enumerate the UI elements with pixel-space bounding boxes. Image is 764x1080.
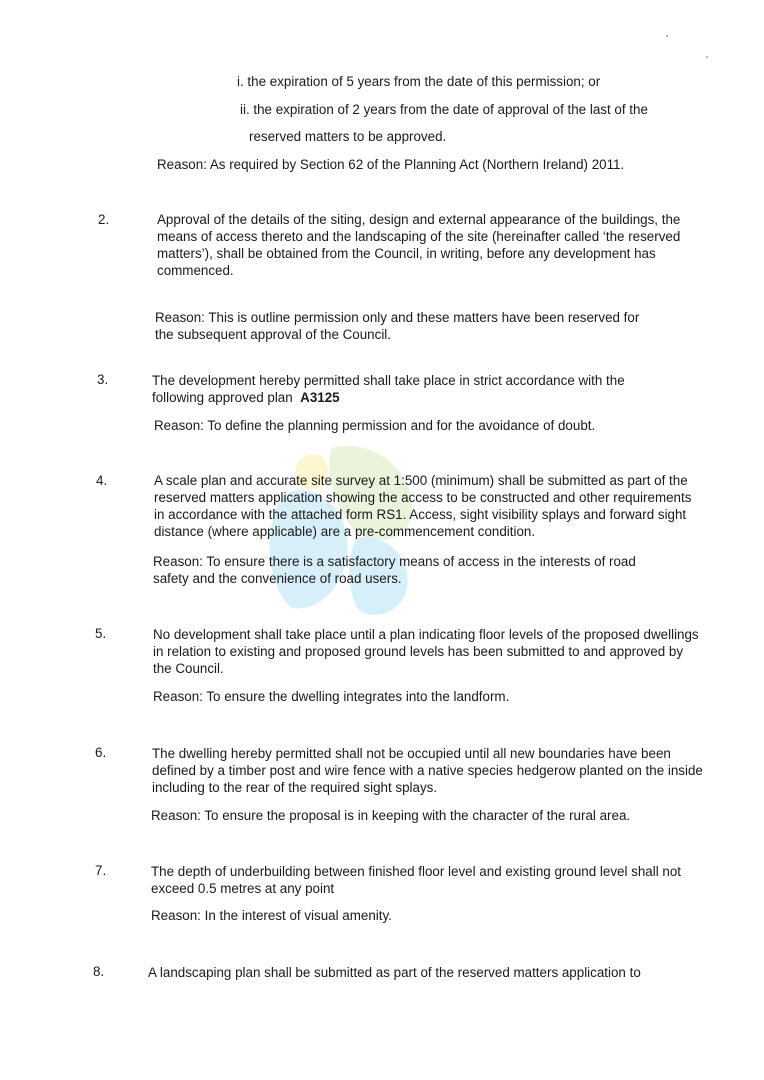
condition-7-number: 7. [95, 863, 107, 878]
condition-3-number: 3. [97, 372, 109, 387]
condition-3-body: The development hereby permitted shall take place in strict accordance with the following approved plan [152, 373, 625, 405]
condition-6-reason: Reason: To ensure the proposal is in keeping with the character of the rural area. [151, 808, 631, 823]
condition-7-text: The depth of underbuilding between finished floor level and existing ground level shall not exceed 0.5 metres at any point [151, 864, 682, 896]
scan-speck [706, 56, 708, 58]
condition-5-number: 5. [95, 626, 107, 641]
condition-8-text: A landscaping plan shall be submitted as part of the reserved matters application to [148, 965, 641, 980]
condition-4-reason: Reason: To ensure there is a satisfactory means of access in the interests of road safety and the convenience of road users. [153, 554, 636, 586]
condition-8-number: 8. [93, 964, 105, 979]
condition-1-item-i: i. the expiration of 5 years from the date of this permission; or [237, 74, 601, 89]
condition-4-number: 4. [96, 473, 108, 488]
condition-7-reason: Reason: In the interest of visual amenity. [151, 908, 392, 923]
condition-1-item-ii-line1: ii. the expiration of 2 years from the date of approval of the last of the [240, 102, 648, 117]
condition-3-text [152, 372, 662, 406]
condition-1-reason: Reason: As required by Section 62 of the Planning Act (Northern Ireland) 2011. [157, 157, 625, 172]
condition-3-reason: Reason: To define the planning permission and for the avoidance of doubt. [154, 418, 596, 433]
condition-4-text: A scale plan and accurate site survey at 1:500 (minimum) shall be submitted as part of the reserved matters application showing the access to be constructed and other requirements in accordance with the attached form RS1. Access, sight visibility splays and forward sight distance (where applicable) are a pre-commencement condition. [154, 473, 692, 539]
condition-5-text: No development shall take place until a plan indicating floor levels of the proposed dwellings in relation to existing and proposed ground levels has been submitted to and approved by the Council. [153, 627, 699, 676]
scan-speck [666, 35, 668, 37]
condition-5-reason: Reason: To ensure the dwelling integrates into the landform. [153, 689, 510, 704]
condition-6-text: The dwelling hereby permitted shall not be occupied until all new boundaries have been defined by a timber post and wire fence with a native species hedgerow planted on the inside including to the rear of the required sight splays. [152, 746, 703, 795]
condition-2-text: Approval of the details of the siting, design and external appearance of the buildings, the means of access thereto and the landscaping of the site (hereinafter called ‘the reserved matters’), shall be obtained from the Council, in writing, before any development has commenced. [157, 212, 681, 278]
condition-1-item-ii-line2: reserved matters to be approved. [249, 129, 447, 144]
condition-2-reason: Reason: This is outline permission only and these matters have been reserved for the subsequent approval of the Council. [155, 310, 640, 342]
condition-6-number: 6. [95, 745, 107, 760]
approved-plan-ref: A3125 [300, 390, 340, 405]
condition-2-number: 2. [98, 212, 110, 227]
